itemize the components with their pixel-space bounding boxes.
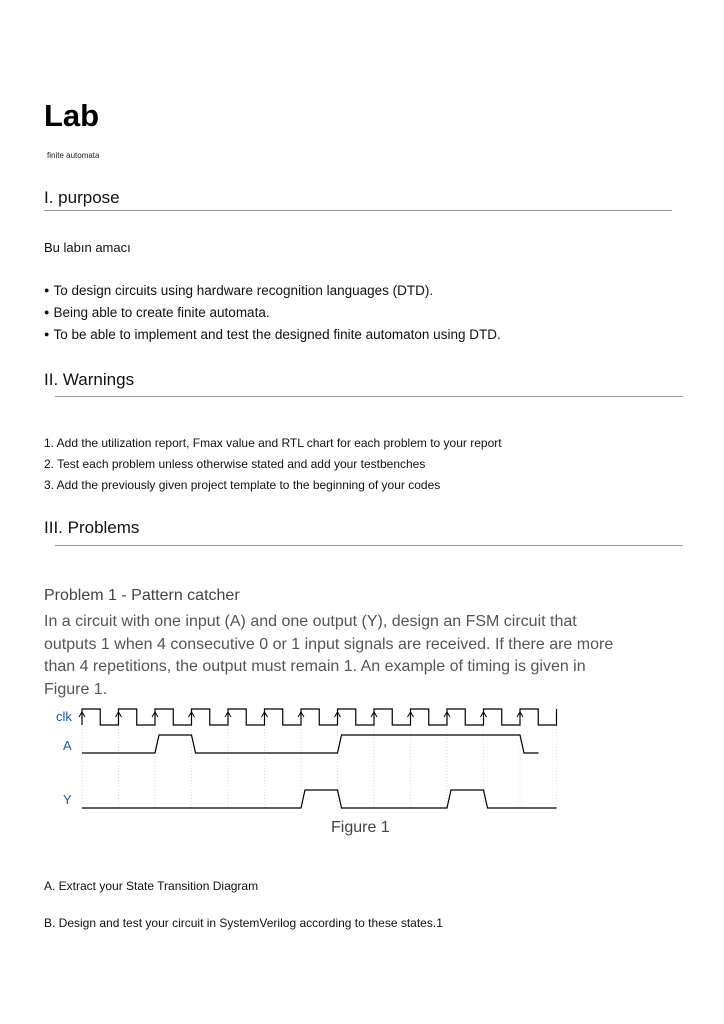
page-title: Lab (44, 98, 100, 133)
purpose-item: ● Being able to create finite automata. (44, 302, 501, 324)
section-warnings-heading: II. Warnings (44, 370, 135, 389)
problem-title: Problem 1 - Pattern catcher (44, 587, 240, 604)
page-subtitle: finite automata (47, 151, 100, 160)
section-purpose-heading: I. purpose (44, 188, 120, 207)
task-a: A. Extract your State Transition Diagram (44, 879, 259, 893)
section-problems-heading: III. Problems (44, 518, 140, 537)
a-label: A (63, 738, 72, 753)
warning-item: 3. Add the previously given project template to the beginning of your codes (44, 478, 441, 492)
warning-item: 2. Test each problem unless otherwise stated and add your testbenches (44, 457, 426, 471)
task-b: B. Design and test your circuit in SystemVerilog according to these states.1 (44, 916, 443, 930)
timing-diagram (44, 700, 564, 815)
y-label: Y (63, 792, 72, 807)
warning-item: 1. Add the utilization report, Fmax value and RTL chart for each problem to your report (44, 436, 502, 450)
section-divider (55, 545, 683, 546)
figure-caption: Figure 1 (331, 819, 390, 836)
a-waveform (82, 735, 539, 753)
clk-label: clk (56, 709, 72, 724)
purpose-item: ● To design circuits using hardware recognition languages (DTD). (44, 280, 501, 302)
purpose-list (44, 280, 501, 346)
section-divider (44, 210, 672, 211)
clk-waveform (82, 709, 557, 725)
problem-description: In a circuit with one input (A) and one output (Y), design an FSM circuit that outputs 1 when 4 consecutive 0 or 1 input signals are received. If there are more than 4 repetitions, the output must remain 1. An example of timing is given in Figure 1. (44, 613, 614, 698)
warnings-list (44, 433, 502, 496)
purpose-intro: Bu labın amacı (44, 240, 131, 255)
section-divider (55, 396, 683, 397)
y-waveform (82, 790, 557, 808)
purpose-item: ● To be able to implement and test the designed finite automaton using DTD. (44, 324, 501, 346)
